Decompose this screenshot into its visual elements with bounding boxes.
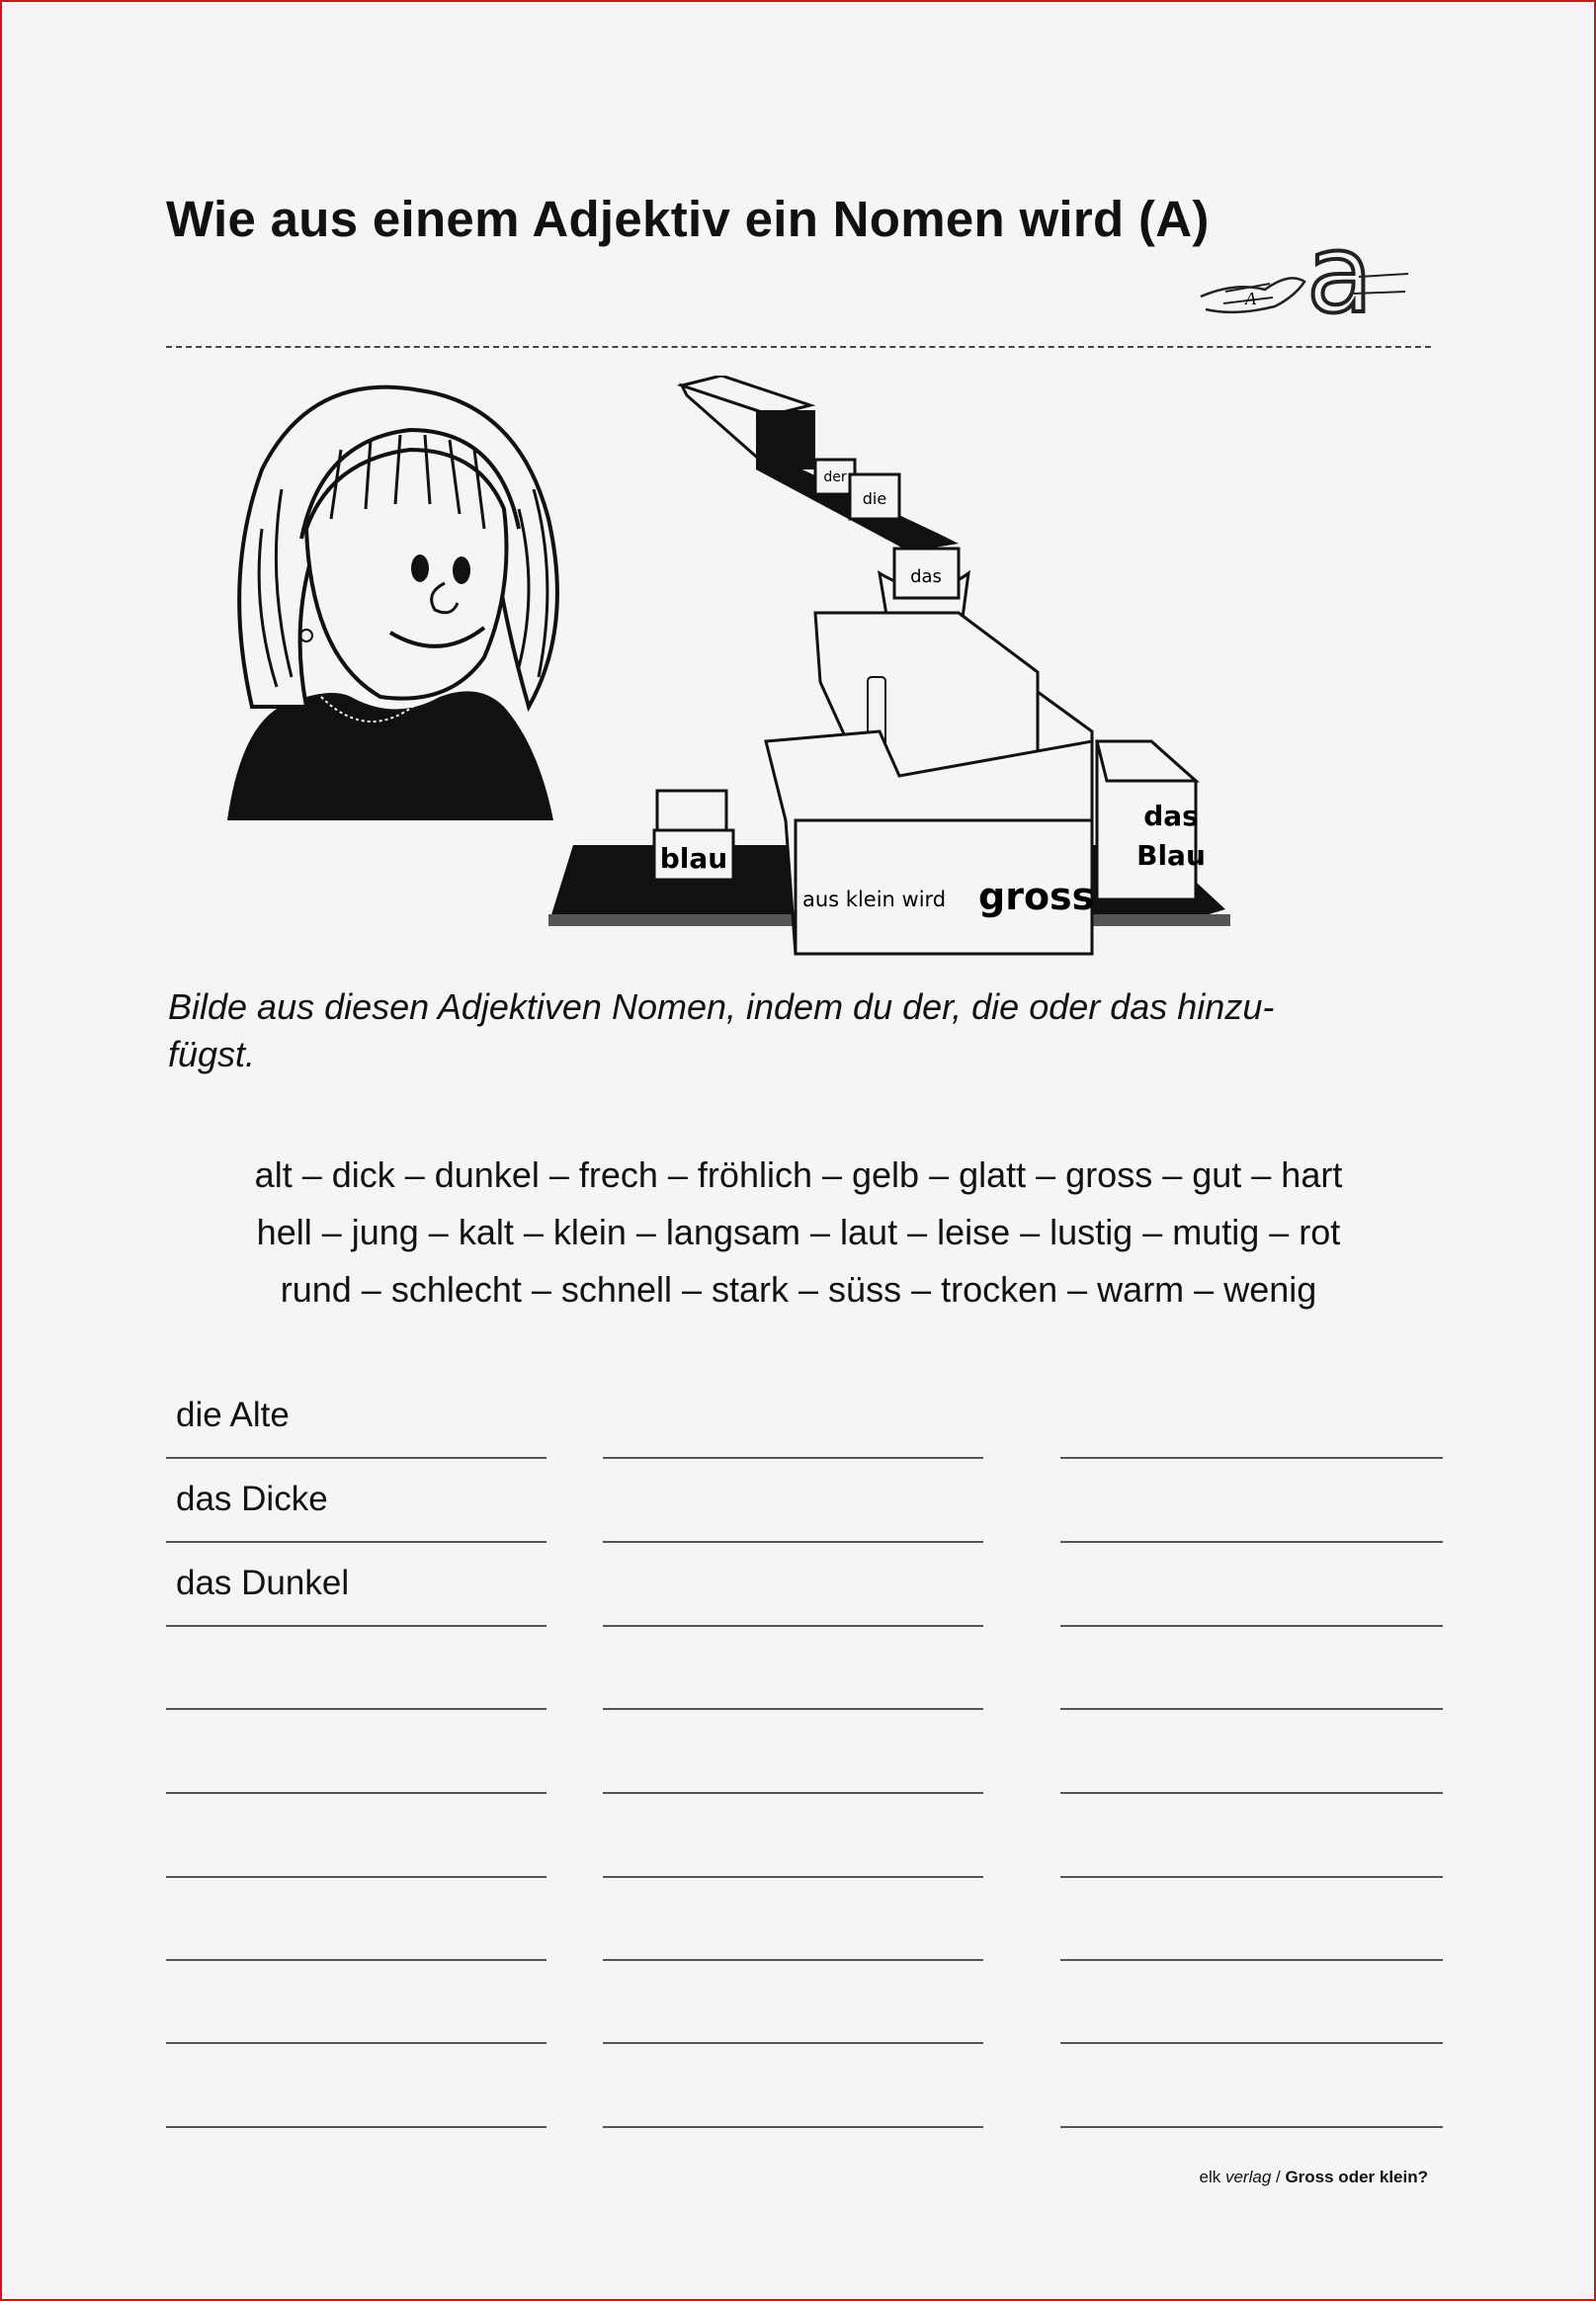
example-entry: die Alte [176, 1396, 290, 1434]
dashed-separator [166, 346, 1431, 348]
word-line: hell – jung – kalt – klein – langsam – laut – leise – lustig – mutig – rot [256, 1212, 1341, 1252]
box-blau [654, 791, 733, 880]
box-das-blau [1097, 741, 1206, 899]
answer-line[interactable] [166, 1625, 546, 1627]
answer-line[interactable] [166, 2126, 546, 2128]
logo-letter: a [1306, 213, 1374, 331]
answer-line[interactable] [1060, 2042, 1443, 2044]
example-entry: das Dicke [176, 1480, 328, 1518]
footer-publisher-italic: verlag [1224, 2168, 1272, 2186]
svg-text:Blau: Blau [1136, 839, 1206, 872]
answer-line[interactable] [166, 1708, 546, 1710]
answer-line[interactable] [603, 1959, 983, 1961]
svg-text:das: das [1143, 800, 1199, 832]
answer-line[interactable] [1060, 1541, 1443, 1543]
answer-line[interactable] [166, 1541, 546, 1543]
cube-das [894, 549, 959, 598]
answer-line[interactable] [603, 1708, 983, 1710]
machine-label-big: gross [978, 875, 1095, 918]
answer-line[interactable] [166, 1457, 546, 1459]
answer-line[interactable] [166, 1792, 546, 1794]
example-entry: das Dunkel [176, 1564, 350, 1602]
answer-line[interactable] [166, 2042, 546, 2044]
answer-line[interactable] [1060, 1625, 1443, 1627]
instruction-line-2: fügst. [168, 1034, 256, 1074]
answer-line[interactable] [1060, 1457, 1443, 1459]
answer-line[interactable] [603, 2126, 983, 2128]
answer-line[interactable] [166, 1876, 546, 1878]
logo-hand-letter: A [1245, 289, 1256, 308]
answer-line[interactable] [603, 1457, 983, 1459]
answer-line[interactable] [603, 2042, 983, 2044]
footer-publisher: elk [1199, 2168, 1221, 2186]
sign-language-a-logo [1196, 213, 1413, 331]
answer-line[interactable] [603, 1876, 983, 1878]
word-line: alt – dick – dunkel – frech – fröhlich – gelb – glatt – gross – gut – hart [254, 1154, 1343, 1195]
adjective-word-list [166, 1147, 1431, 1319]
footer-credit [1200, 2168, 1429, 2187]
girl-illustration [222, 381, 568, 825]
svg-text:der: der [823, 469, 847, 485]
footer-book-title: Gross oder klein? [1285, 2168, 1428, 2186]
answer-line[interactable] [1060, 1959, 1443, 1961]
svg-text:das: das [910, 566, 942, 587]
footer-separator: / [1271, 2168, 1286, 2186]
answer-line[interactable] [1060, 1708, 1443, 1710]
answer-line[interactable] [166, 1959, 546, 1961]
word-machine-illustration [544, 376, 1364, 969]
answer-line[interactable] [603, 1541, 983, 1543]
answer-line[interactable] [1060, 1792, 1443, 1794]
answer-line[interactable] [1060, 2126, 1443, 2128]
svg-text:blau: blau [659, 842, 728, 875]
machine-label-small: aus klein wird [802, 888, 947, 911]
answer-line[interactable] [1060, 1876, 1443, 1878]
answer-line[interactable] [603, 1792, 983, 1794]
word-line: rund – schlecht – schnell – stark – süss – trocken – warm – wenig [280, 1269, 1317, 1310]
instruction-line-1: Bilde aus diesen Adjektiven Nomen, indem du der, die oder das hinzu- [168, 986, 1275, 1027]
cube-die [850, 474, 899, 519]
instruction-text [168, 983, 1413, 1078]
page-title: Wie aus einem Adjektiv ein Nomen wird (A) [166, 191, 1210, 247]
svg-text:die: die [862, 489, 887, 508]
answer-line[interactable] [603, 1625, 983, 1627]
